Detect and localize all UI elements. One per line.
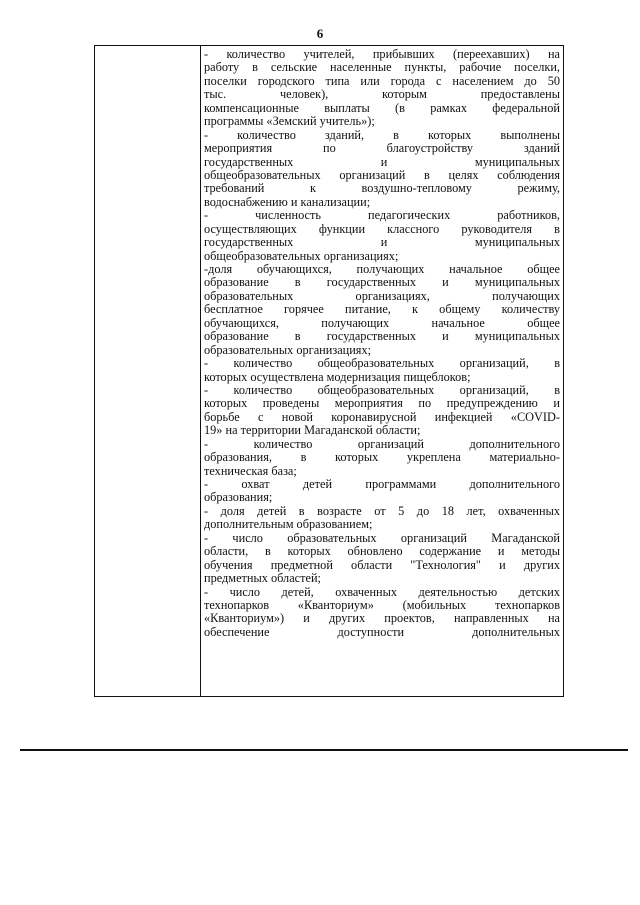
text-line: образования; <box>204 491 273 505</box>
text-line: образование в государственных и муниципальных <box>204 276 560 290</box>
text-line: - количество организаций дополнительного <box>204 437 560 451</box>
text-line: - охват детей программами дополнительного <box>204 478 560 491</box>
text-line: области, в которых обновлено содержание и методы <box>204 545 560 559</box>
text-line: - численность педагогических работников, <box>204 209 560 223</box>
text-line: - количество учителей, прибывших (переехавших) на <box>204 48 560 61</box>
text-line: обучающихся, получающих начальное общее <box>204 316 560 330</box>
text-line: образовательных организациях; <box>204 343 372 357</box>
text-line: - количество общеобразовательных организаций, в <box>204 383 560 397</box>
text-line: образования, в которых укреплена материально- <box>204 451 560 465</box>
text-line: - число детей, охваченных деятельностью детских <box>204 585 560 599</box>
text-line: «Кванториум») и других проектов, направленных на <box>204 612 560 626</box>
text-line: поселки городского типа или города с населением до 50 <box>204 74 560 88</box>
text-line: образовательных организациях, получающих <box>204 289 560 303</box>
text-line: работу в сельские населенные пункты, рабочие поселки, <box>204 61 560 75</box>
text-line: дополнительным образованием; <box>204 518 373 532</box>
text-line: 19» на территории Магаданской области; <box>204 424 421 438</box>
document-table <box>94 45 564 697</box>
text-line: государственных и муниципальных <box>204 155 560 169</box>
text-line: бесплатное горячее питание, к общему количеству <box>204 303 560 317</box>
text-line: которых осуществлена модернизация пищеблоков; <box>204 370 471 384</box>
footer-divider <box>20 749 628 751</box>
text-line: - доля детей в возрасте от 5 до 18 лет, охваченных <box>204 504 560 518</box>
text-line: тыс. человек), которым предоставлены <box>204 88 560 102</box>
table-left-cell <box>95 46 201 696</box>
text-line: общеобразовательных организациях; <box>204 249 399 263</box>
text-line: обеспечение доступности дополнительных <box>204 625 560 639</box>
text-line: осуществляющих функции классного руководителя в <box>204 222 560 236</box>
text-line: водоснабжению и канализации; <box>204 195 371 209</box>
text-line: предметных областей; <box>204 572 321 586</box>
text-line: образование в государственных и муниципальных <box>204 330 560 344</box>
text-line: компенсационные выплаты (в рамках федеральной <box>204 101 560 115</box>
text-line: -доля обучающихся, получающих начальное общее <box>204 263 560 276</box>
text-line: - число образовательных организаций Магаданской <box>204 531 560 545</box>
table-right-cell <box>204 48 560 694</box>
page-number: 6 <box>316 26 324 41</box>
text-line: государственных и муниципальных <box>204 236 560 250</box>
text-line: - количество общеобразовательных организаций, в <box>204 357 560 371</box>
text-line: общеобразовательных организаций в целях соблюдения <box>204 168 560 182</box>
text-line: - количество зданий, в которых выполнены <box>204 128 560 142</box>
text-line: мероприятия по благоустройству зданий <box>204 142 560 156</box>
text-line: обучения предметной области "Технология" и других <box>204 558 560 572</box>
text-line: требований к воздушно-тепловому режиму, <box>204 182 560 196</box>
text-line: программы «Земский учитель»); <box>204 115 375 129</box>
text-line: технопарков «Кванториум» (мобильных технопарков <box>204 598 560 612</box>
text-line: которых проведены мероприятия по предупреждению и <box>204 397 560 411</box>
text-line: борьбе с новой коронавирусной инфекцией «COVID- <box>204 410 560 424</box>
text-line: техническая база; <box>204 464 297 478</box>
